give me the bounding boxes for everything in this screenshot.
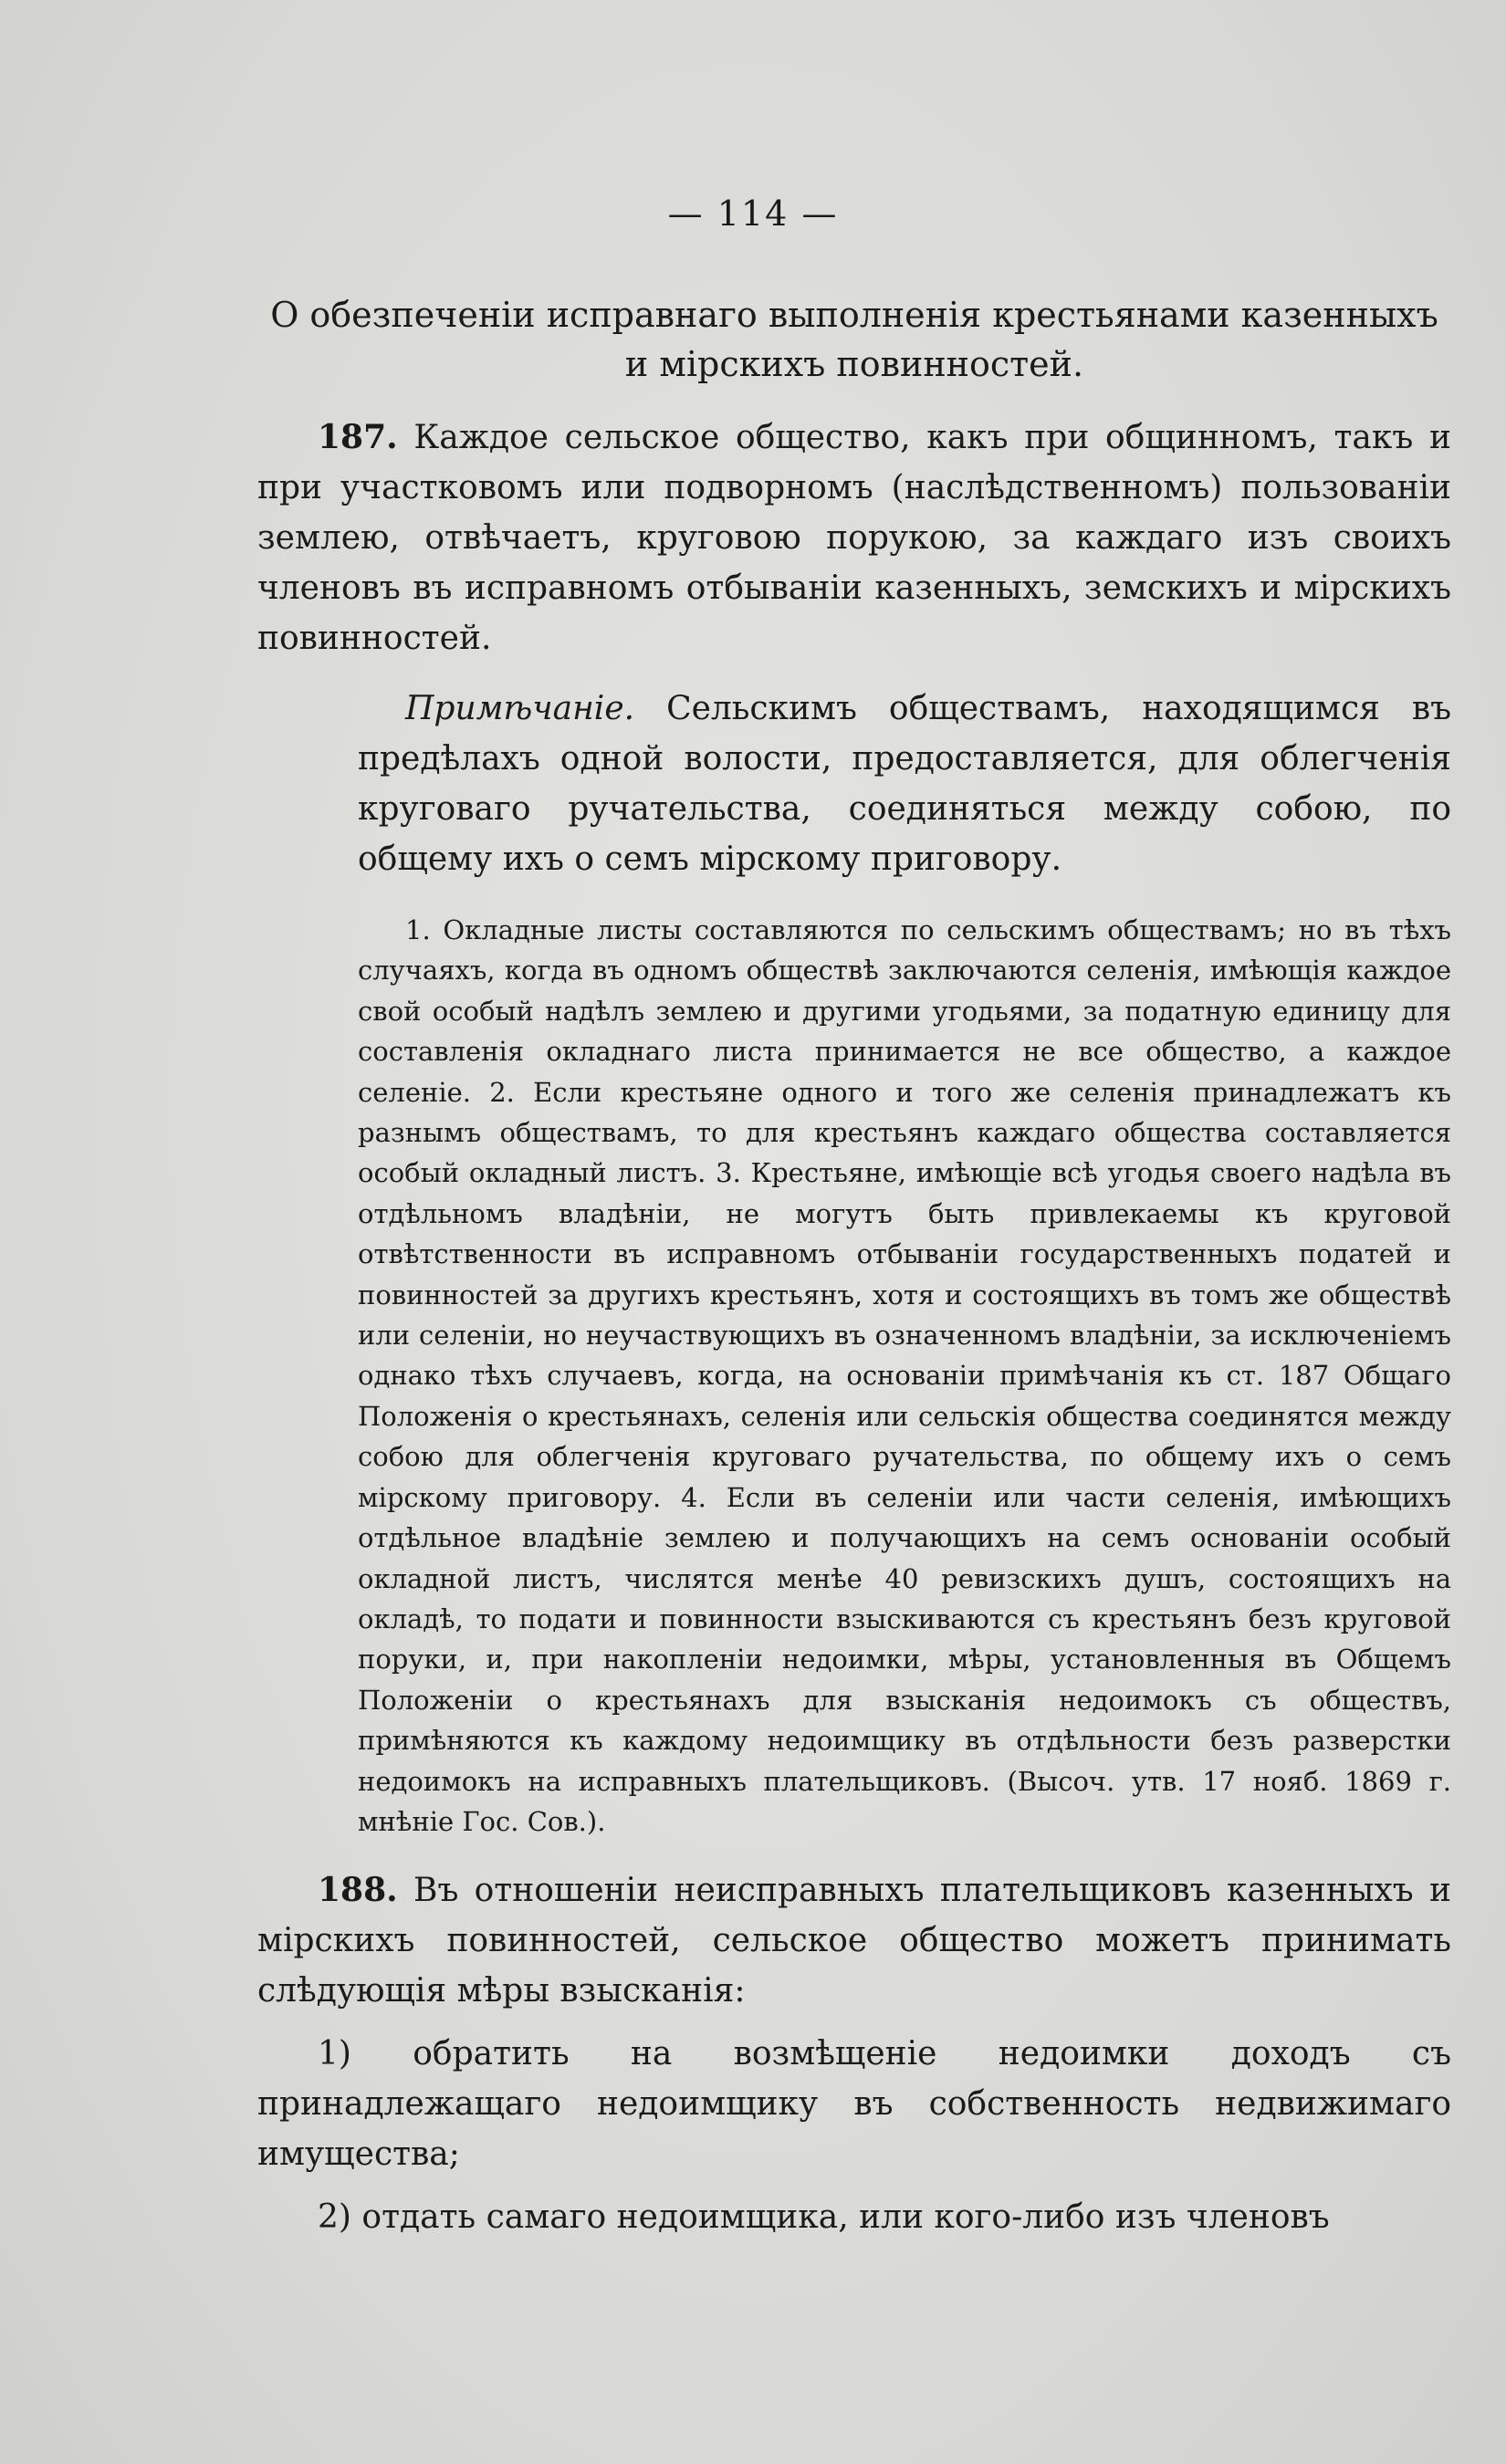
commentary-block: 1. Окладные листы составляются по сельскимъ обществамъ; но въ тѣхъ случаяхъ, когда въ одномъ обществѣ заключаются селенія, имѣющія каждое свой особый надѣлъ землею и другими угодьями, за податную единицу для составленія окладнаго листа принимается не все общество, а каждое селеніе. 2. Если крестьяне одного и того же селенія принадлежатъ къ разнымъ обществамъ, то для крестьянъ каждаго общества составляется особый окладный листъ. 3. Крестьяне, имѣющіе всѣ угодья своего надѣла въ отдѣльномъ владѣніи, не могутъ быть привлекаемы къ круговой отвѣтственности въ исправномъ отбываніи государственныхъ податей и повинностей за другихъ крестьянъ, хотя и состоящихъ въ томъ же обществѣ или селеніи, но неучаствующихъ въ означенномъ владѣніи, за исключеніемъ однако тѣхъ случаевъ, когда, на основаніи примѣчанія къ ст. 187 Общаго Положенія о крестьянахъ, селенія или сельскія общества соединятся между собою для облегченія круговаго ручательства, по общему ихъ о семъ мірскому приговору. 4. Если въ селеніи или части селенія, имѣющихъ отдѣльное владѣніе землею и получающихъ на семъ основаніи особый окладной листъ, числятся менѣе 40 ревизскихъ душъ, состоящихъ на окладѣ, то подати и повинности взыскиваются съ крестьянъ безъ круговой поруки, и, при накопленіи недоимки, мѣры, установленныя въ Общемъ Положеніи о крестьянахъ для взысканія недоимокъ съ обществъ, примѣняются къ каждому недоимщику въ отдѣльности безъ разверстки недоимокъ на исправныхъ плательщиковъ. (Высоч. утв. 17 нояб. 1869 г. мнѣніе Гос. Сов.). — [358, 914, 1451, 1837]
page-number: — 114 — — [667, 193, 839, 234]
article-187-note — [358, 684, 1451, 884]
article-187-number: 187. — [318, 418, 398, 456]
section-heading — [257, 290, 1451, 389]
note-text: Сельскимъ обществамъ, находящимся въ предѣлахъ одной волости, предоставляется, для облегченія круговаго ручательства, соединяться между собою, по общему ихъ о семъ мірскому приговору. — [358, 690, 1451, 878]
heading-line-2: и мірскихъ повинностей. — [624, 344, 1084, 384]
article-188-text: Въ отношеніи неисправныхъ плательщиковъ казенныхъ и мірскихъ повинностей, сельское общество можетъ принимать слѣдующія мѣры взысканія: — [257, 1872, 1451, 2010]
article-188-number: 188. — [318, 1871, 398, 1910]
article-188-item-2: 2) отдать самаго недоимщика, или кого-либо изъ членовъ — [318, 2198, 1330, 2237]
article-187 — [257, 412, 1451, 663]
note-label: Примѣчаніе. — [405, 690, 635, 727]
article-187-text: Каждое сельское общество, какъ при общинномъ, такъ и при участковомъ или подворномъ (наслѣдственномъ) пользованіи землею, отвѣчаетъ, круговою порукою, за каждаго изъ своихъ членовъ въ исправномъ отбываніи казенныхъ, земскихъ и мірскихъ повинностей. — [257, 419, 1451, 657]
page-content — [257, 290, 1451, 2242]
article-188-item-1: 1) обратить на возмѣщеніе недоимки доходъ съ принадлежащаго недоимщику въ собственность недвижимаго имущества; — [257, 2035, 1451, 2174]
article-188 — [257, 1865, 1451, 2016]
heading-line-1: О обезпеченіи исправнаго выполненія крестьянами казенныхъ — [270, 295, 1438, 335]
